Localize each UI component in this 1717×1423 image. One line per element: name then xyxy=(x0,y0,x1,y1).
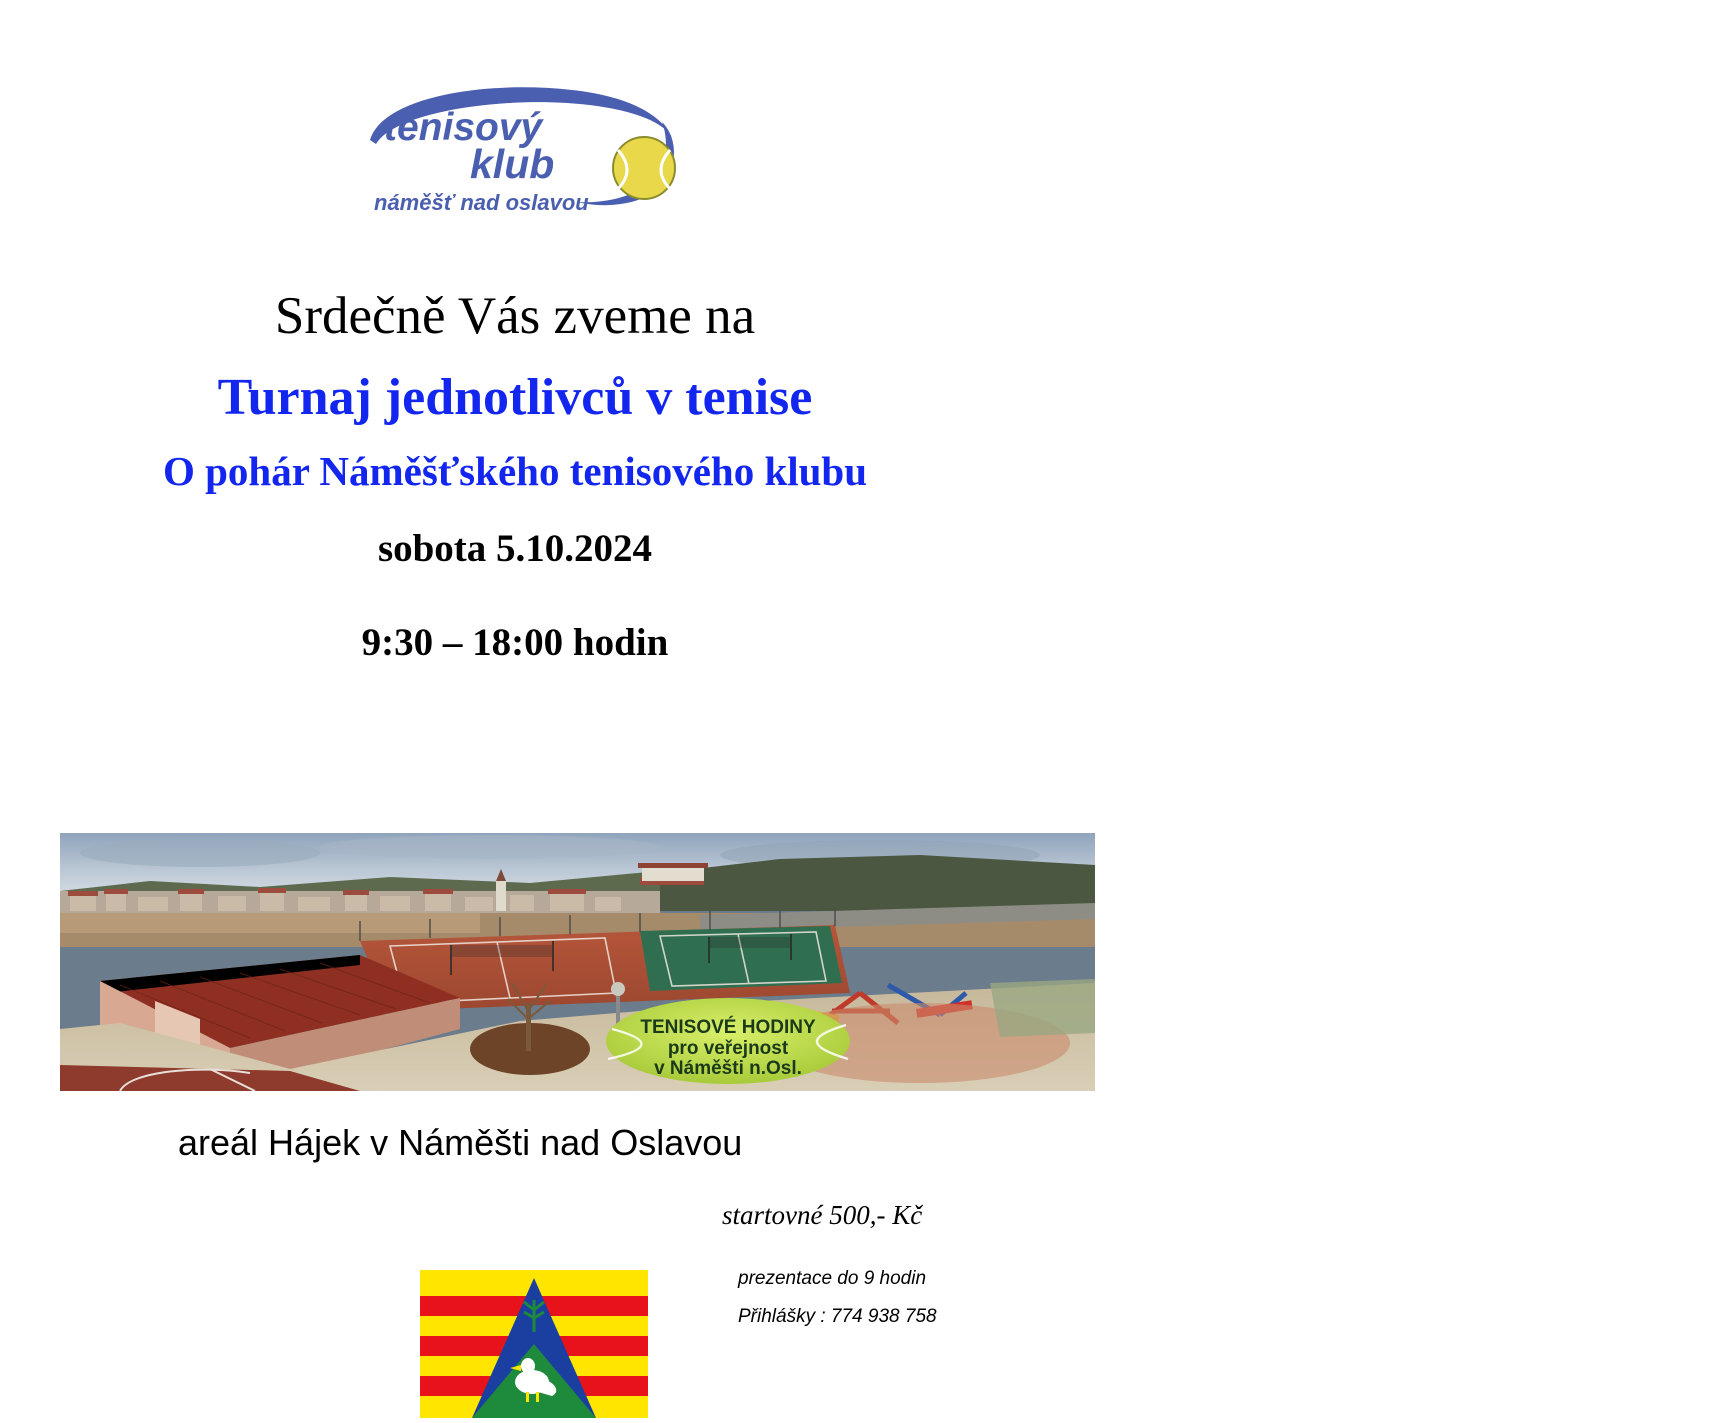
banner-line1: TENISOVÉ HODINY xyxy=(640,1017,816,1038)
presentation-time-text: prezentace do 9 hodin xyxy=(738,1268,927,1289)
tournament-title: Turnaj jednotlivců v tenise xyxy=(217,369,813,426)
headline-block xyxy=(0,285,1030,669)
logo-line3: náměšť nad oslavou xyxy=(374,190,589,215)
tournament-subtitle: O pohár Náměšťského tenisového klubu xyxy=(162,448,868,494)
coat-of-arms xyxy=(420,1270,648,1418)
logo-line1: tenisový xyxy=(384,106,543,149)
signup-phone-text: Přihlášky : 774 938 758 xyxy=(738,1306,937,1327)
club-logo xyxy=(362,82,712,222)
entry-fee-text: startovné 500,- Kč xyxy=(722,1200,923,1230)
venue-text: areál Hájek v Náměšti nad Oslavou xyxy=(178,1122,743,1163)
tennis-complex-photo xyxy=(60,833,1095,1091)
banner-line3: v Náměšti n.Osl. xyxy=(654,1058,802,1079)
tournament-date: sobota 5.10.2024 xyxy=(377,527,653,570)
photo-banner-group xyxy=(606,998,850,1084)
invite-line: Srdečně Vás zveme na xyxy=(274,287,756,345)
tournament-time: 9:30 – 18:00 hodin xyxy=(361,621,669,664)
logo-line2: klub xyxy=(470,141,555,187)
banner-line2: pro veřejnost xyxy=(667,1038,789,1059)
